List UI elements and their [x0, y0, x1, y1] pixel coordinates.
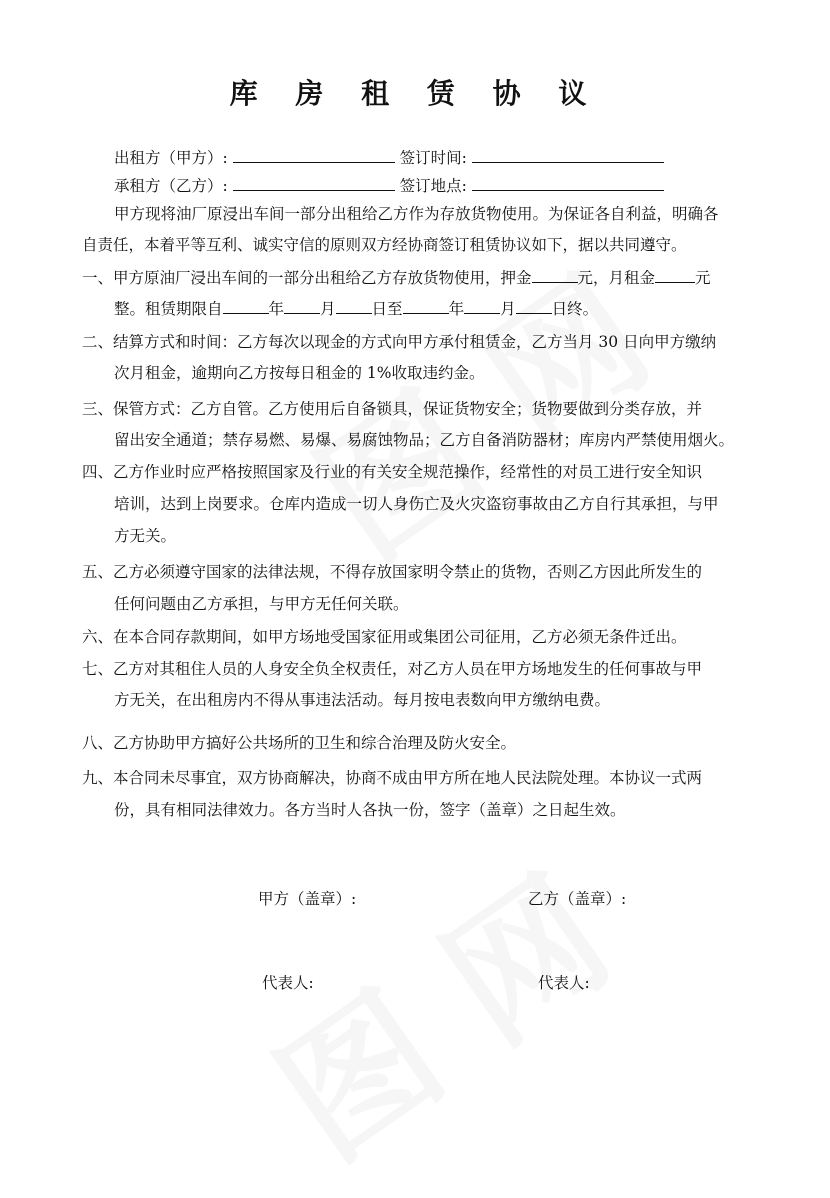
- sign-place-label: 签订地点:: [399, 177, 467, 195]
- lease-term-label: 整。租赁期限自: [114, 300, 223, 318]
- sign-time-label: 签订时间:: [399, 149, 467, 167]
- clause-4-line-3: 方无关。: [114, 527, 177, 545]
- clause-5-line-1: 五、乙方必须遵守国家的法律法规，不得存放国家明令禁止的货物，否则乙方因此所发生的: [82, 563, 703, 581]
- clause-3-line-1: 三、保管方式：乙方自管。乙方使用后自备锁具，保证货物安全；货物要做到分类存放，并: [82, 400, 703, 418]
- clause-2-line-2: 次月租金，逾期向乙方按每日租金的 1%收取违约金。: [114, 364, 485, 382]
- monthly-rent-field[interactable]: [655, 267, 695, 283]
- sign-place-field[interactable]: [472, 175, 664, 191]
- lessee-name-field[interactable]: [233, 175, 395, 191]
- clause-1-line-2: [114, 298, 598, 319]
- day-end-label: 日终。: [551, 300, 599, 318]
- end-month-field[interactable]: [464, 298, 500, 314]
- month-label-2: 月: [500, 300, 516, 318]
- clause-8-line-1: 八、乙方协助甲方搞好公共场所的卫生和综合治理及防火安全。: [82, 734, 517, 752]
- start-year-field[interactable]: [223, 298, 269, 314]
- day-to-label: 日至: [371, 300, 403, 318]
- header-row-lessee: [114, 175, 664, 196]
- lessor-name-field[interactable]: [233, 147, 395, 163]
- clause-4-line-2: 培训，达到上岗要求。仓库内造成一切人身伤亡及火灾盗窃事故由乙方自行其承担，与甲: [114, 495, 719, 513]
- intro-line-2: 自责任，本着平等互利、诚实守信的原则双方经协商签订租赁协议如下，据以共同遵守。: [82, 236, 687, 254]
- clause-9-line-1: 九、本合同未尽事宜，双方协商解决，协商不成由甲方所在地人民法院处理。本协议一式两: [82, 769, 703, 787]
- sign-time-field[interactable]: [472, 147, 664, 163]
- year-label-2: 年: [448, 300, 465, 318]
- party-b-seal-label: 乙方（盖章）:: [528, 890, 627, 908]
- header-row-lessor: [114, 147, 664, 168]
- lessee-label: 承租方（乙方）:: [114, 177, 228, 195]
- start-month-field[interactable]: [284, 298, 320, 314]
- clause-1-text-b: 元，月租金: [577, 269, 656, 287]
- clause-2-line-1: 二、结算方式和时间：乙方每次以现金的方式向甲方承付租赁金，乙方当月 30 日向甲方缴纳: [82, 333, 717, 351]
- clause-4-line-1: 四、乙方作业时应严格按照国家及行业的有关安全规范操作，经常性的对员工进行安全知识: [82, 463, 703, 481]
- clause-7-line-2: 方无关，在出租房内不得从事违法活动。每月按电表数向甲方缴纳电费。: [114, 691, 611, 709]
- clause-1-text-c: 元: [695, 269, 711, 287]
- document-title: 库 房 租 赁 协 议: [229, 77, 601, 110]
- end-year-field[interactable]: [403, 298, 449, 314]
- start-day-field[interactable]: [336, 298, 372, 314]
- watermark-bottom: [230, 819, 642, 1198]
- clause-5-line-2: 任何问题由乙方承担，与甲方无任何关联。: [114, 595, 409, 613]
- party-a-seal-label: 甲方（盖章）:: [258, 890, 357, 908]
- clause-1-line-1: [82, 267, 711, 288]
- party-b-representative-label: 代表人:: [538, 974, 590, 992]
- clause-1-text-a: 一、甲方原油厂浸出车间的一部分出租给乙方存放货物使用，押金: [82, 269, 532, 287]
- month-label-1: 月: [320, 300, 336, 318]
- party-a-representative-label: 代表人:: [262, 974, 314, 992]
- intro-line-1: 甲方现将油厂原浸出车间一部分出租给乙方作为存放货物使用。为保证各自利益，明确各: [114, 205, 719, 223]
- deposit-field[interactable]: [532, 267, 578, 283]
- clause-7-line-1: 七、乙方对其租住人员的人身安全负全权责任，对乙方人员在甲方场地发生的任何事故与甲: [82, 660, 703, 678]
- lessor-label: 出租方（甲方）:: [114, 149, 228, 167]
- clause-6-line-1: 六、在本合同存款期间，如甲方场地受国家征用或集团公司征用，乙方必须无条件迁出。: [82, 628, 687, 646]
- year-label-1: 年: [268, 300, 285, 318]
- clause-9-line-2: 份，具有相同法律效力。各方当时人各执一份，签字（盖章）之日起生效。: [114, 801, 626, 819]
- end-day-field[interactable]: [516, 298, 552, 314]
- clause-3-line-2: 留出安全通道；禁存易燃、易爆、易腐蚀物品；乙方自备消防器材；库房内严禁使用烟火。: [114, 431, 735, 449]
